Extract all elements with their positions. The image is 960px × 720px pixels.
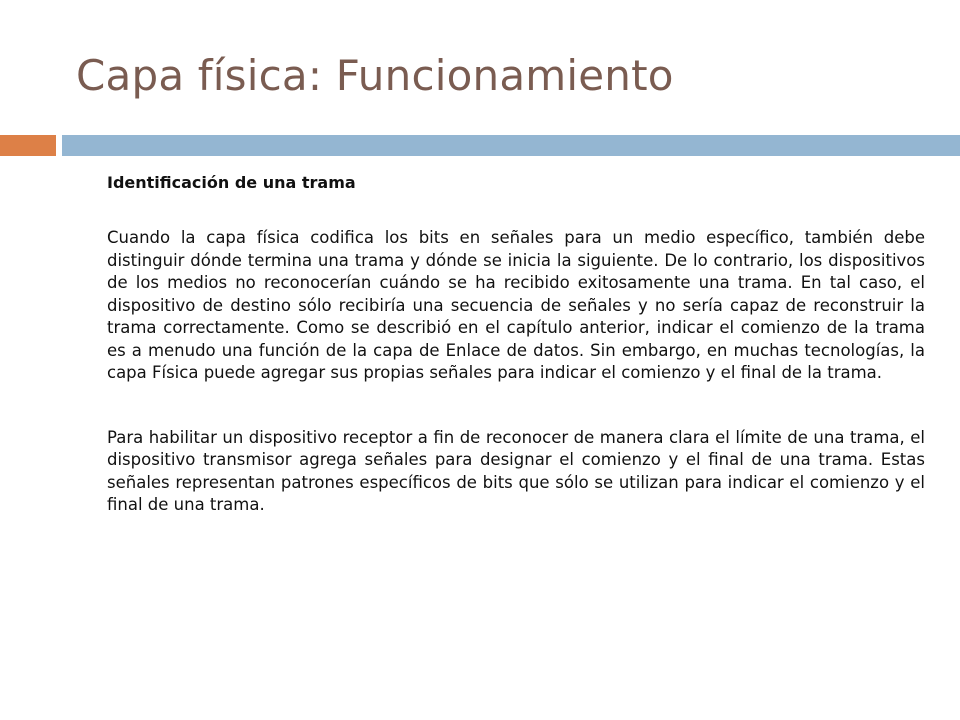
slide-body — [107, 172, 925, 559]
body-paragraph-1: Cuando la capa física codifica los bits en señales para un medio específico, también debe distinguir dónde termina una trama y dónde se inicia la siguiente. De lo contrario, los dispositivos de los medios no reconocerían cuándo se ha recibido exitosamente una trama. En tal caso, el dispositivo de destino sólo recibiría una secuencia de señales y no sería capaz de reconstruir la trama correctamente. Como se describió en el capítulo anterior, indicar el comienzo de la trama es a menudo una función de la capa de Enlace de datos. Sin embargo, en muchas tecnologías, la capa Física puede agregar sus propias señales para indicar el comienzo y el final de la trama. — [107, 228, 925, 382]
body-paragraph-2: Para habilitar un dispositivo receptor a fin de reconocer de manera clara el límite de una trama, el dispositivo transmisor agrega señales para designar el comienzo y el final de una trama. Estas señales representan patrones específicos de bits que sólo se utilizan para indicar el comienzo y el final de una trama. — [107, 427, 925, 514]
accent-bar-blue — [62, 135, 960, 156]
accent-bar-orange — [0, 135, 56, 156]
section-subheading: Identificación de una trama — [107, 173, 356, 192]
slide-title: Capa física: Funcionamiento — [76, 51, 674, 100]
